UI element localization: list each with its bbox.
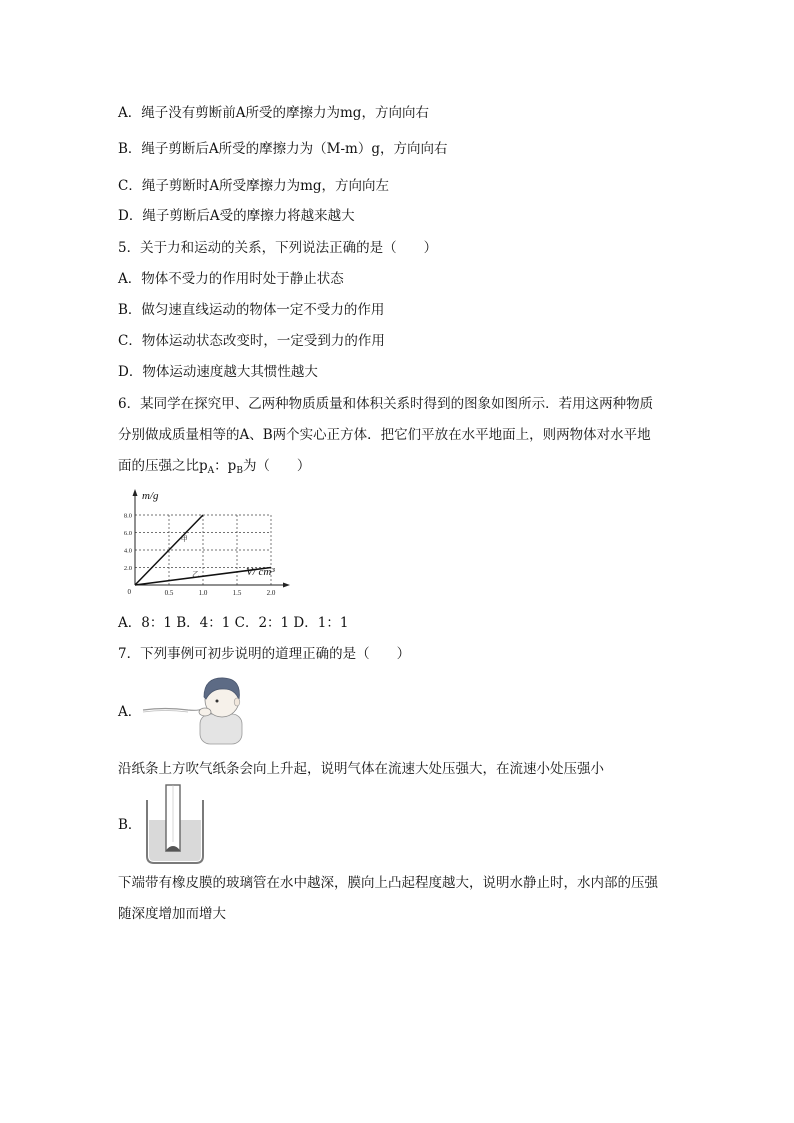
x-tick-label: 0.5 [164,589,174,597]
child-ear [234,698,240,706]
q7-stem: 7．下列事例可初步说明的道理正确的是（ ） [118,646,411,662]
paper-strip [143,709,202,711]
q6-stem-pre: 面的压强之比p [118,458,208,474]
y-tick-label: 4.0 [123,547,132,555]
blowing-paper-illustration [140,670,255,748]
q6-sub-a: A [207,466,215,476]
q6-stem-mid: ：p [214,458,237,474]
child-eye [216,700,219,703]
x-tick-label: 1.5 [232,589,242,597]
q5-stem: 5．关于力和运动的关系，下列说法正确的是（ ） [118,240,438,256]
q7-option-a-label: A． [118,704,142,720]
q5-option-d: D．物体运动速度越大其惯性越大 [118,364,318,380]
series-label: 乙 [192,570,200,579]
q4-option-c: C．绳子剪断时A所受摩擦力为mg，方向向左 [118,178,390,194]
q6-sub-b: B [236,466,243,476]
q7-option-b-label: B． [118,817,142,833]
x-axis-label: V/ cm³ [246,566,275,578]
glass-tube-beaker-illustration [144,782,206,866]
q4-option-a: A．绳子没有剪断前A所受的摩擦力为mg，方向向右 [118,105,429,121]
q6-stem-line1: 6．某同学在探究甲、乙两种物质质量和体积关系时得到的图象如图所示．若用这两种物质 [118,396,654,412]
q4-option-d: D．绳子剪断后A受的摩擦力将越来越大 [118,208,355,224]
x-axis-arrow [283,583,290,588]
y-axis-arrow [133,489,138,496]
y-tick-label: 6.0 [123,530,132,537]
q7-option-a-desc: 沿纸条上方吹气纸条会向上升起，说明气体在流速大处压强大，在流速小处压强小 [118,761,604,777]
x-tick-label: 1.0 [198,589,208,597]
y-tick-label: 2.0 [123,565,132,572]
q5-option-b: B．做匀速直线运动的物体一定不受力的作用 [118,302,385,318]
q6-stem-post: 为（ ） [242,458,311,474]
q6-stem-line2: 分别做成质量相等的A、B两个实心正方体．把它们平放在水平地面上，则两物体对水平地 [118,427,651,443]
q6-stem-line3 [118,457,310,480]
q6-options: A．8：1 B．4：1 C．2：1 D．1：1 [118,615,349,631]
child-body [200,714,242,744]
series-label: 甲 [180,535,188,543]
y-tick-label: 8.0 [123,512,132,520]
mass-volume-chart [118,486,293,604]
q4-option-b: B．绳子剪断后A所受的摩擦力为（M-m）g，方向向右 [118,141,448,157]
q7-option-b-desc-line2: 随深度增加而增大 [118,906,226,922]
q5-option-a: A．物体不受力的作用时处于静止状态 [118,271,344,287]
origin-label: 0 [127,588,131,596]
chart-ticks [124,513,276,598]
child-hands [199,708,211,716]
paper-strip-lower [143,711,188,713]
q7-option-b-desc-line1: 下端带有橡皮膜的玻璃管在水中越深，膜向上凸起程度越大，说明水静止时，水内部的压强 [118,875,658,891]
x-tick-label: 2.0 [266,589,276,597]
y-axis-label: m/g [142,490,159,502]
q5-option-c: C．物体运动状态改变时，一定受到力的作用 [118,333,385,349]
